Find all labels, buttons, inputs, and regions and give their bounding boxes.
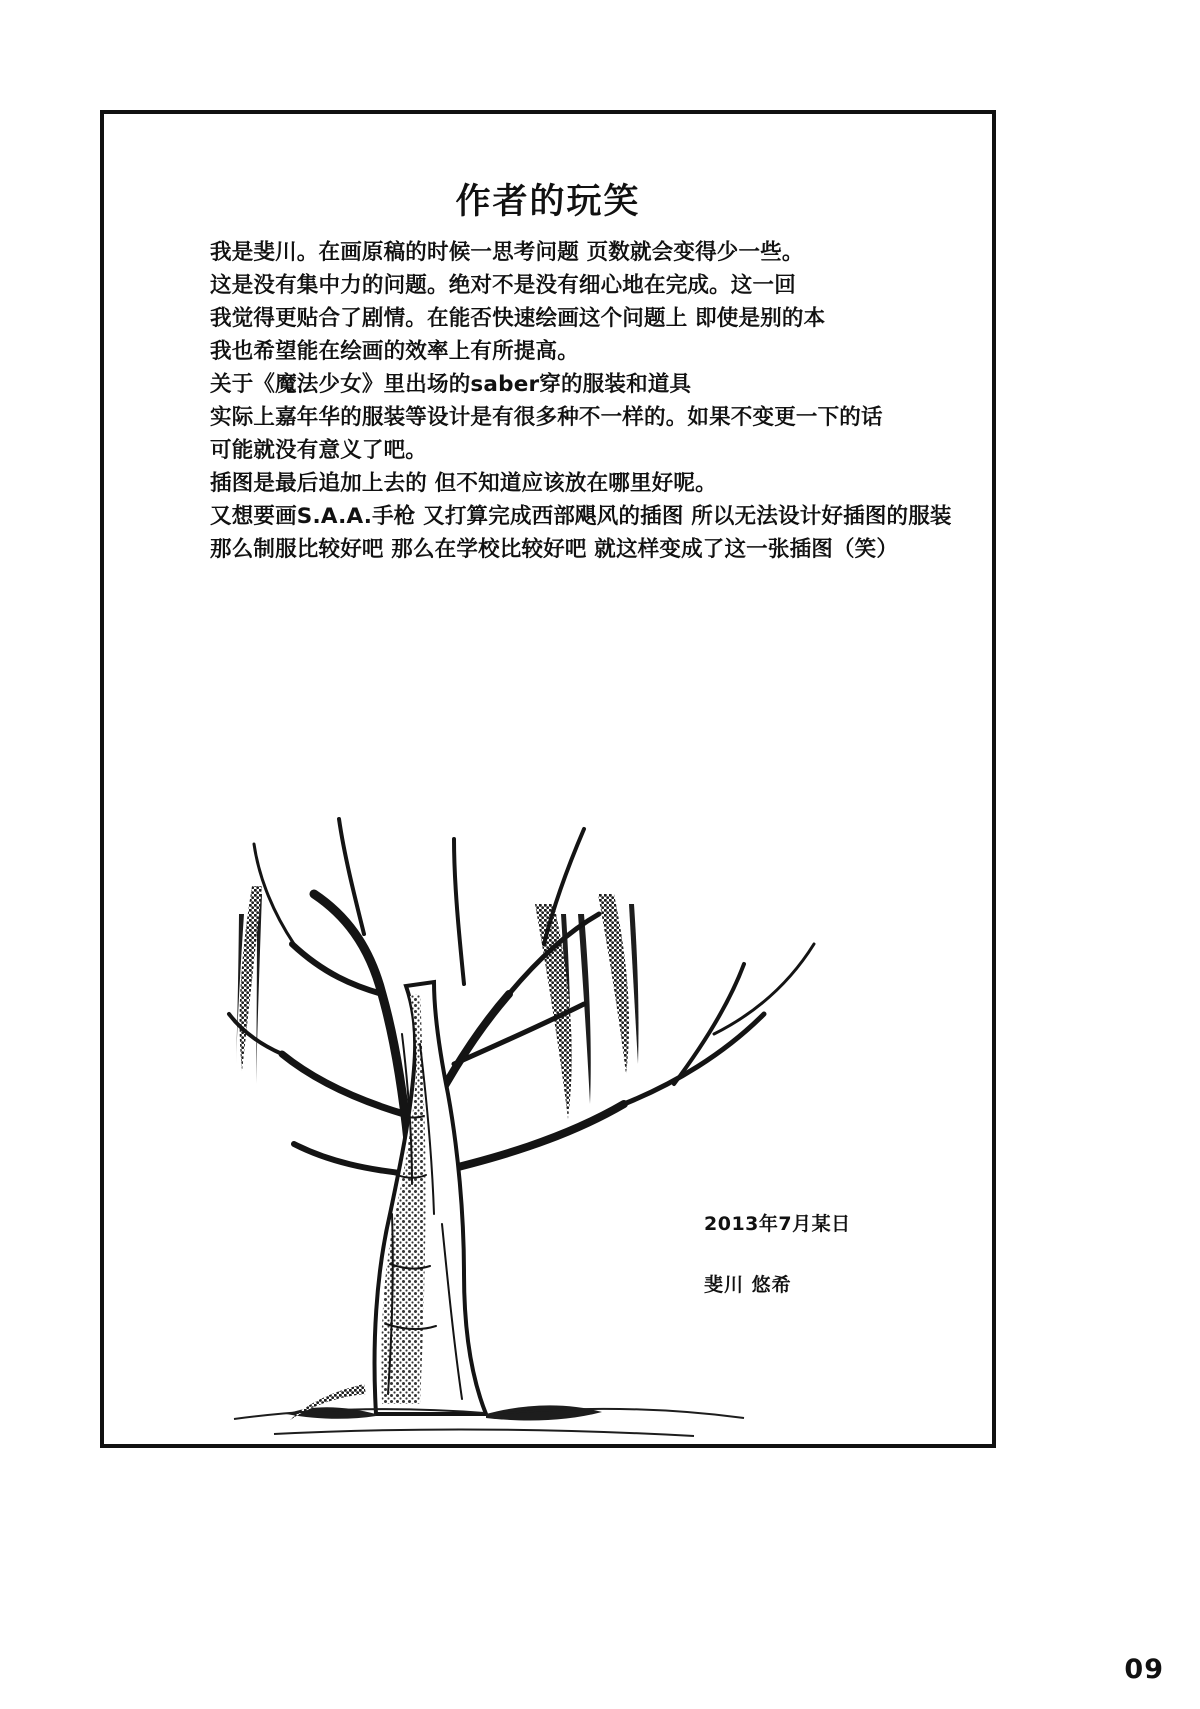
- afterword-line: 关于《魔法少女》里出场的saber穿的服装和道具: [210, 372, 692, 397]
- afterword-line: 插图是最后追加上去的 但不知道应该放在哪里好呢。: [210, 471, 717, 496]
- afterword-line: 实际上嘉年华的服装等设计是有很多种不一样的。如果不变更一下的话: [210, 405, 883, 430]
- afterword-line: 那么制服比较好吧 那么在学校比较好吧 就这样变成了这一张插图（笑）: [210, 537, 899, 562]
- afterword-line: 又想要画S.A.A.手枪 又打算完成西部飓风的插图 所以无法设计好插图的服装: [210, 504, 952, 529]
- afterword-line: 我也希望能在绘画的效率上有所提高。: [210, 339, 579, 364]
- afterword-body: [210, 236, 950, 566]
- afterword-line: 可能就没有意义了吧。: [210, 438, 428, 463]
- page-frame: [100, 110, 996, 1448]
- tree-illustration: [114, 614, 874, 1444]
- signature-block: [704, 1209, 851, 1297]
- page-title: 作者的玩笑: [455, 182, 641, 222]
- afterword-line: 我觉得更贴合了剧情。在能否快速绘画这个问题上 即使是别的本: [210, 306, 826, 331]
- page-number: 09: [1124, 1654, 1164, 1685]
- afterword-line: 我是斐川。在画原稿的时候一思考问题 页数就会变得少一些。: [210, 240, 804, 265]
- signature-author: 斐川 悠希: [704, 1274, 792, 1296]
- afterword-line: 这是没有集中力的问题。绝对不是没有细心地在完成。这一回: [210, 273, 796, 298]
- signature-date: 2013年7月某日: [704, 1213, 851, 1235]
